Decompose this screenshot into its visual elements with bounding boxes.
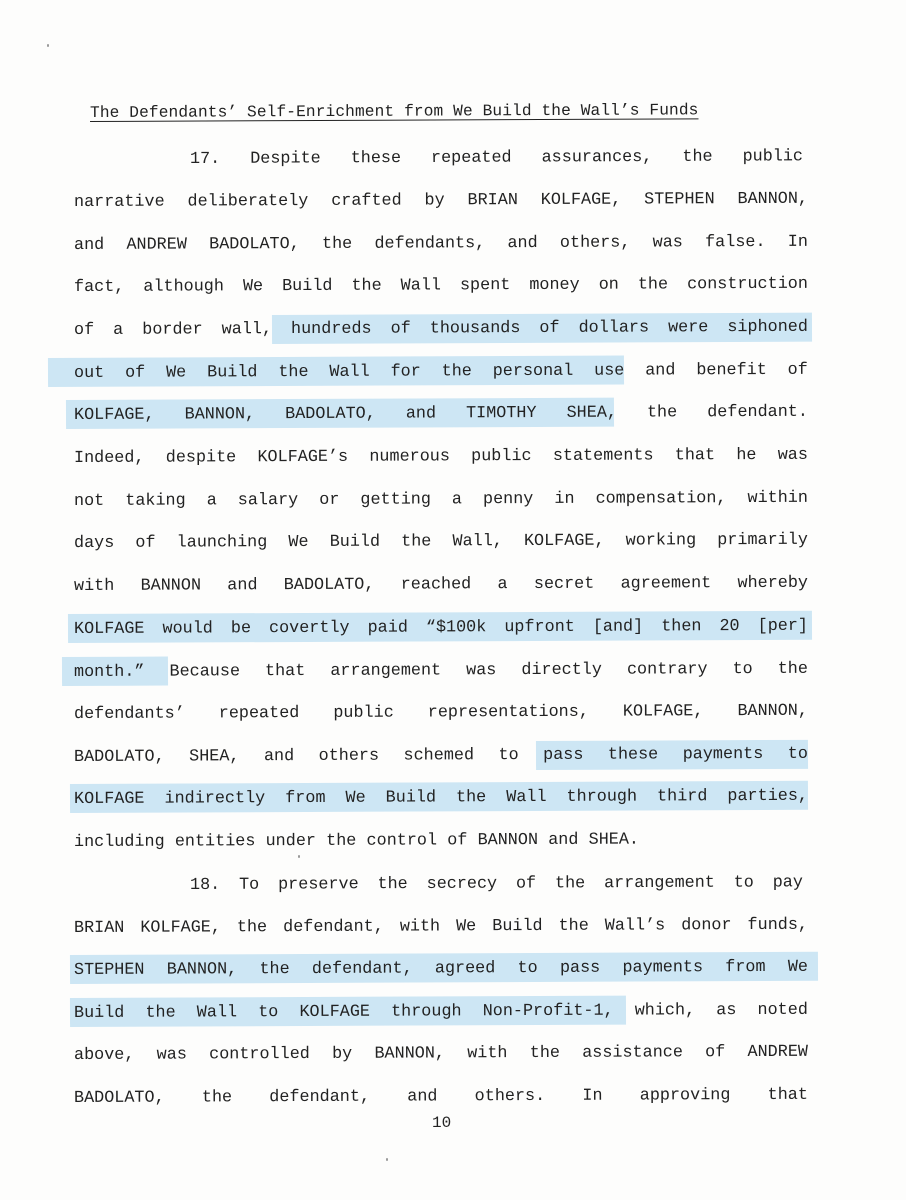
page-number: 10 bbox=[432, 1114, 452, 1132]
paragraph-17-line-3: and ANDREW BADOLATO, the defendants, and others, was false. In bbox=[73, 232, 808, 255]
paragraph-17-line-13: month.” Because that arrangement was directly contrary to the bbox=[73, 659, 808, 682]
paragraph-18-line-1: 18. To preserve the secrecy of the arrangement to pay bbox=[189, 873, 803, 895]
paragraph-17-line-12: KOLFAGE would be covertly paid “$100k upfront [and] then 20 [per] bbox=[73, 616, 809, 639]
paragraph-18-line-5: above, was controlled by BANNON, with the assistance of ANDREW bbox=[73, 1042, 809, 1065]
paragraph-17-line-16: KOLFAGE indirectly from We Build the Wall through third parties, bbox=[73, 786, 809, 809]
paragraph-17-line-4: fact, although We Build the Wall spent money on the construction bbox=[73, 274, 808, 297]
scan-speck bbox=[298, 855, 300, 858]
paragraph-17-line-5: of a border wall, hundreds of thousands of dollars were siphoned bbox=[73, 317, 808, 340]
paragraph-17-line-6: out of We Build the Wall for the personal use and benefit of bbox=[73, 360, 808, 383]
paragraph-18-line-6: BADOLATO, the defendant, and others. In approving that bbox=[73, 1085, 808, 1108]
paragraph-17-line-15: BADOLATO, SHEA, and others schemed to pass these payments to bbox=[73, 744, 808, 767]
scan-speck bbox=[47, 44, 49, 47]
paragraph-17-line-8: Indeed, despite KOLFAGE’s numerous public statements that he was bbox=[73, 445, 808, 468]
paragraph-18-line-2: BRIAN KOLFAGE, the defendant, with We Build the Wall’s donor funds, bbox=[73, 915, 809, 938]
paragraph-17-line-7: KOLFAGE, BANNON, BADOLATO, and TIMOTHY SHEA, the defendant. bbox=[73, 402, 808, 425]
paragraph-17-line-1: 17. Despite these repeated assurances, the public bbox=[189, 147, 804, 169]
paragraph-17-line-10: days of launching We Build the Wall, KOLFAGE, working primarily bbox=[73, 530, 808, 553]
paragraph-17-line-17: including entities under the control of BANNON and SHEA. bbox=[73, 830, 640, 852]
paragraph-18-line-4: Build the Wall to KOLFAGE through Non-Profit-1, which, as noted bbox=[73, 1000, 808, 1023]
paragraph-17-line-14: defendants’ repeated public representations, KOLFAGE, BANNON, bbox=[73, 701, 808, 724]
paragraph-17-line-11: with BANNON and BADOLATO, reached a secret agreement whereby bbox=[73, 573, 809, 596]
paragraph-18-line-3: STEPHEN BANNON, the defendant, agreed to pass payments from We bbox=[73, 957, 809, 980]
scan-speck bbox=[386, 1158, 388, 1161]
paragraph-17-line-9: not taking a salary or getting a penny in compensation, within bbox=[73, 488, 808, 511]
paragraph-17-line-2: narrative deliberately crafted by BRIAN KOLFAGE, STEPHEN BANNON, bbox=[73, 189, 809, 212]
section-heading: The Defendants’ Self-Enrichment from We Build the Wall’s Funds bbox=[89, 101, 699, 122]
